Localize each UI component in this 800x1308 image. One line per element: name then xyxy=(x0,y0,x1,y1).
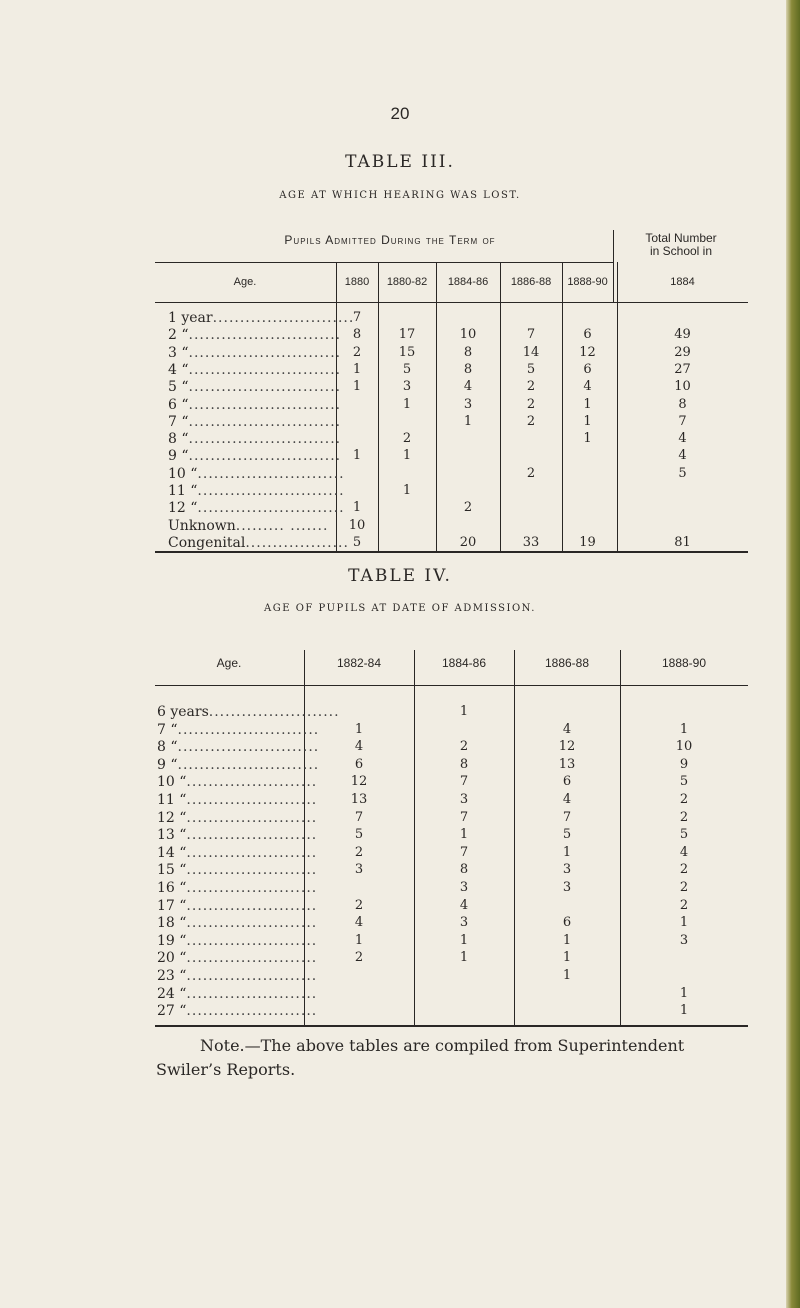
table4-leader-dots: ........................ xyxy=(186,792,318,808)
table4-cell: 3 xyxy=(562,880,572,895)
table3-column-header: 1886-88 xyxy=(510,276,552,288)
table3-row-label xyxy=(168,483,345,499)
table4-cell: 7 xyxy=(354,809,364,825)
table3-title: TABLE III. xyxy=(345,152,455,172)
table4-cell: 1 xyxy=(562,844,572,860)
table4-age: 15 “ xyxy=(157,862,187,879)
table4-cell: 1 xyxy=(562,950,572,966)
table3-cell: 19 xyxy=(579,534,596,550)
table3-row-label xyxy=(168,379,341,395)
table3-row-label xyxy=(168,362,341,378)
table3-cell: 49 xyxy=(674,327,691,343)
table4-cell: 2 xyxy=(679,809,689,825)
table4-cell: 2 xyxy=(679,792,689,807)
table3-row-label xyxy=(168,327,341,343)
table4-cell: 4 xyxy=(459,897,469,913)
note-line-1: Note.—The above tables are compiled from Superintendent xyxy=(200,1036,685,1055)
table3-cell: 33 xyxy=(522,534,540,550)
table3-cell: 1 xyxy=(352,448,362,464)
table3-cell: 1 xyxy=(352,379,362,395)
table4-age: 19 “ xyxy=(157,932,187,949)
table3-leader-dots: ............................ xyxy=(188,361,342,378)
table4-cell: 8 xyxy=(459,862,469,878)
table4-cell: 12 xyxy=(350,774,368,790)
table3-cell: 20 xyxy=(459,534,477,550)
table4-cell: 2 xyxy=(459,739,469,755)
table4-age: 8 “ xyxy=(157,739,178,756)
table4-cell: 8 xyxy=(459,756,469,772)
table3-row-label xyxy=(168,466,345,482)
table4-cell: 2 xyxy=(354,950,364,966)
table4-cell: 4 xyxy=(354,915,364,931)
table3-cell: 1 xyxy=(352,500,362,516)
table3-age: 3 “ xyxy=(168,344,189,361)
table3-age: 6 “ xyxy=(168,396,189,413)
table3-leader-dots: ............................ xyxy=(188,448,342,465)
table4-cell: 1 xyxy=(679,721,689,737)
table4-cell: 1 xyxy=(459,932,469,948)
table4-cell: 5 xyxy=(679,774,689,790)
table4-cell: 3 xyxy=(679,932,689,948)
table3-leader-dots: ............................ xyxy=(188,396,342,413)
table3-cell: 2 xyxy=(526,379,536,395)
table3-cell: 6 xyxy=(583,361,592,377)
table3-leader-dots: ......... ....... xyxy=(235,517,329,534)
table4-column-header: 1886-88 xyxy=(544,656,590,670)
table3-leader-dots: .......................... xyxy=(212,310,355,326)
table3-cell: 15 xyxy=(398,344,416,360)
table4-age: 20 “ xyxy=(157,950,187,967)
table4-cell: 2 xyxy=(679,880,689,895)
table4-cell: 4 xyxy=(562,792,572,807)
table4-row-label xyxy=(157,827,317,843)
table4-row-label xyxy=(157,757,319,773)
table4-row-label xyxy=(157,968,317,984)
note-line-2: Swiler’s Reports. xyxy=(156,1060,296,1079)
table4-cell: 3 xyxy=(459,915,469,931)
table3-row-label xyxy=(168,500,345,516)
table3-total-divider xyxy=(613,230,614,302)
table4-leader-dots: .......................... xyxy=(177,721,320,738)
table3-cell: 2 xyxy=(526,413,536,429)
table3-age: 4 “ xyxy=(168,361,189,378)
table4-leader-dots: ........................ xyxy=(186,950,318,967)
table3-column-header: 1880-82 xyxy=(386,276,428,288)
table4-leader-dots: ........................ xyxy=(186,862,318,879)
table3-subtitle: AGE AT WHICH HEARING WAS LOST. xyxy=(279,190,521,201)
table4-age: 10 “ xyxy=(157,774,187,791)
table3-row-label xyxy=(168,397,341,413)
table4-age: 7 “ xyxy=(157,721,178,738)
table3-cell: 1 xyxy=(583,413,592,429)
table4-cell: 4 xyxy=(562,721,572,737)
table4-cell: 6 xyxy=(354,756,364,772)
table3-cell: 3 xyxy=(463,396,473,412)
table4-cell: 5 xyxy=(562,827,572,843)
table4-cell: 10 xyxy=(675,739,693,755)
table4-row-label xyxy=(157,950,317,966)
table3-row-label xyxy=(168,310,354,326)
table3-cell: 4 xyxy=(463,379,473,395)
table4-cell: 1 xyxy=(679,985,689,1001)
table4-leader-dots: ........................ xyxy=(186,968,318,984)
note xyxy=(156,1034,746,1082)
table3-row-label xyxy=(168,431,341,447)
table4-row-label xyxy=(157,986,317,1002)
table4-cell: 1 xyxy=(459,950,469,966)
table4-bottom-rule xyxy=(155,1025,748,1027)
table3-leader-dots: ........................... xyxy=(197,465,345,482)
table4-age: 17 “ xyxy=(157,897,187,914)
table3-row-label xyxy=(168,414,341,430)
table4-cell: 1 xyxy=(354,932,364,948)
table3-column-header: 1888-90 xyxy=(567,276,608,288)
table4-cell: 7 xyxy=(459,774,469,790)
table3-leader-dots: ............................ xyxy=(188,327,342,344)
table3-leader-dots: ............................ xyxy=(188,431,342,448)
table3-cell: 10 xyxy=(459,327,477,343)
table4-age: 14 “ xyxy=(157,844,187,861)
table4-row-label xyxy=(157,792,317,808)
table3-row-label xyxy=(168,345,341,361)
table4-row-label xyxy=(157,704,340,720)
table4-age: 18 “ xyxy=(157,915,187,932)
table4-leader-dots: .......................... xyxy=(177,739,320,756)
table3-cell: 2 xyxy=(402,431,412,447)
table3-cell: 6 xyxy=(583,327,592,343)
table4-row-label xyxy=(157,898,317,914)
table3-leader-dots: ........................... xyxy=(197,500,345,517)
table3-cell: 1 xyxy=(583,396,592,412)
table4-cell: 5 xyxy=(679,827,689,843)
table3-header-rule xyxy=(155,302,748,303)
table3-age: 11 “ xyxy=(168,483,198,499)
table3-leader-dots: ........................... xyxy=(197,483,345,499)
table4-cell: 7 xyxy=(562,809,572,825)
table3-cell: 4 xyxy=(583,379,592,395)
table3-cell: 12 xyxy=(579,344,596,360)
table3-cell: 7 xyxy=(526,327,536,343)
table4-row-label xyxy=(157,810,317,826)
table4-cell: 2 xyxy=(354,897,364,913)
table4-age: 9 “ xyxy=(157,756,178,773)
table4-age-header: Age. xyxy=(216,656,242,670)
table4-age: 16 “ xyxy=(157,880,187,896)
table4-cell: 3 xyxy=(354,862,364,878)
table3-leader-dots: ............................ xyxy=(188,379,342,396)
table3-cell: 1 xyxy=(402,448,412,464)
table3-cell: 2 xyxy=(526,465,536,481)
table4-age: 12 “ xyxy=(157,809,187,826)
table4-leader-dots: ........................ xyxy=(186,915,318,932)
table4-cell: 13 xyxy=(558,756,576,772)
table4-cell: 2 xyxy=(354,844,364,860)
table4-age: 23 “ xyxy=(157,968,187,984)
table4-leader-dots: ........................ xyxy=(186,1003,318,1020)
table3-age: Congenital xyxy=(168,534,246,551)
table4-cell: 1 xyxy=(354,721,364,737)
table3-age: 1 year xyxy=(168,310,213,326)
table3-age: 8 “ xyxy=(168,431,189,448)
table3-cell: 10 xyxy=(674,379,691,395)
table3-cell: 2 xyxy=(352,344,362,360)
table4-leader-dots: ........................ xyxy=(186,827,318,844)
table4-cell: 13 xyxy=(350,792,368,807)
table4-row-label xyxy=(157,722,319,738)
table3-row-label xyxy=(168,448,341,464)
table3-age: Unknown xyxy=(168,517,236,534)
table3-age-header: Age. xyxy=(233,276,257,288)
table4-cell: 1 xyxy=(679,1003,689,1019)
table4-cell: 12 xyxy=(558,739,576,755)
table4-column-header: 1884-86 xyxy=(441,656,487,670)
table4-cell: 6 xyxy=(562,915,572,931)
table4-cell: 4 xyxy=(354,739,364,755)
table3-cell: 1 xyxy=(463,413,473,429)
table4-cell: 7 xyxy=(459,809,469,825)
table4-cell: 3 xyxy=(459,880,469,895)
table3-total-header-2: in School in xyxy=(649,244,713,258)
table3-cell: 2 xyxy=(463,500,473,516)
table3-cell: 1 xyxy=(402,483,412,498)
table4-row-label xyxy=(157,915,317,931)
table4-age: 27 “ xyxy=(157,1003,187,1020)
table3-cell: 4 xyxy=(678,448,687,464)
table4-age: 13 “ xyxy=(157,827,187,844)
table3-leader-dots: ............................ xyxy=(188,344,342,361)
table3-cell: 7 xyxy=(678,413,687,429)
table3-leader-dots: ............................ xyxy=(188,413,342,430)
table4-cell: 5 xyxy=(354,827,364,843)
table4-leader-dots: ........................ xyxy=(186,774,318,791)
table4-leader-dots: .......................... xyxy=(177,756,320,773)
table3-age: 7 “ xyxy=(168,413,189,430)
table4-age: 11 “ xyxy=(157,792,187,808)
table4-cell: 1 xyxy=(679,915,689,931)
table4-row-label xyxy=(157,739,319,755)
table3-cell: 1 xyxy=(583,431,592,447)
table4-cell: 2 xyxy=(679,897,689,913)
table3-cell: 81 xyxy=(674,534,691,550)
table3-age: 10 “ xyxy=(168,465,198,482)
table3-cell: 8 xyxy=(463,361,473,377)
table4-cell: 1 xyxy=(562,968,572,983)
table3-column-header: 1884 xyxy=(670,276,695,288)
table3-cell: 27 xyxy=(674,361,691,377)
table4-row-label xyxy=(157,933,317,949)
table4-leader-dots: ........................ xyxy=(186,897,318,914)
table4-cell: 6 xyxy=(562,774,572,790)
table3-cell: 1 xyxy=(402,396,412,412)
table3-row-label xyxy=(168,535,349,551)
table4-cell: 3 xyxy=(459,792,469,807)
table4-cell: 1 xyxy=(459,827,469,843)
table3-cell: 5 xyxy=(352,534,362,550)
table4-row-label xyxy=(157,862,317,878)
table4-row-label xyxy=(157,774,317,790)
table3-cell: 4 xyxy=(678,431,687,447)
table3-cell: 2 xyxy=(526,396,536,412)
table4-row-label xyxy=(157,1003,317,1019)
table3-cell: 8 xyxy=(463,344,473,360)
table3-cell: 1 xyxy=(352,361,362,377)
page-number: 20 xyxy=(390,104,410,123)
table4-cell: 7 xyxy=(459,844,469,860)
table4-leader-dots: ........................ xyxy=(208,704,340,720)
table3-row-label xyxy=(168,518,328,534)
table4-subtitle: AGE OF PUPILS AT DATE OF ADMISSION. xyxy=(264,603,536,614)
table3-bottom-rule xyxy=(155,551,748,553)
table4-cell: 9 xyxy=(679,756,689,772)
table3-column-header: 1884-86 xyxy=(447,276,489,288)
table3-leader-dots: ................... xyxy=(245,534,349,551)
table3-column-header: 1880 xyxy=(344,276,370,288)
table3-group-rule xyxy=(155,262,613,263)
table3-age: 12 “ xyxy=(168,500,198,517)
table3-age: 9 “ xyxy=(168,448,189,465)
table3-cell: 29 xyxy=(674,344,691,360)
table4-leader-dots: ........................ xyxy=(186,844,318,861)
table3-cell: 8 xyxy=(678,396,687,412)
table3-cell: 14 xyxy=(522,344,540,360)
table4-cell: 3 xyxy=(562,862,572,878)
table3-cell: 5 xyxy=(678,465,687,481)
table4-leader-dots: ........................ xyxy=(186,932,318,949)
table3-cell: 5 xyxy=(402,361,412,377)
table4-header-rule xyxy=(155,685,748,686)
table3-cell: 8 xyxy=(352,327,362,343)
table3-total-header-1: Total Number xyxy=(645,231,717,245)
table4-leader-dots: ........................ xyxy=(186,880,318,896)
table4-leader-dots: ........................ xyxy=(186,985,318,1002)
table3-cell: 17 xyxy=(398,327,416,343)
table3-cell: 7 xyxy=(352,310,362,325)
table3-cell: 3 xyxy=(402,379,412,395)
table4-age: 6 years xyxy=(157,704,209,720)
table4-row-label xyxy=(157,845,317,861)
table3-cell: 10 xyxy=(348,517,366,533)
table3-cell: 5 xyxy=(526,361,536,377)
table3-group-header: Pupils Admitted During the Term of xyxy=(284,233,496,247)
table3-age: 5 “ xyxy=(168,379,189,396)
table4-cell: 4 xyxy=(679,844,689,860)
table4-cell: 1 xyxy=(459,704,469,719)
table4-column-header: 1888-90 xyxy=(661,656,707,670)
table4-cell: 2 xyxy=(679,862,689,878)
table4-column-header: 1882-84 xyxy=(336,656,382,670)
table3-age: 2 “ xyxy=(168,327,189,344)
table4-title: TABLE IV. xyxy=(348,566,452,586)
table4-age: 24 “ xyxy=(157,985,187,1002)
table4-row-label xyxy=(157,880,317,896)
table4-leader-dots: ........................ xyxy=(186,809,318,826)
table4-cell: 1 xyxy=(562,932,572,948)
